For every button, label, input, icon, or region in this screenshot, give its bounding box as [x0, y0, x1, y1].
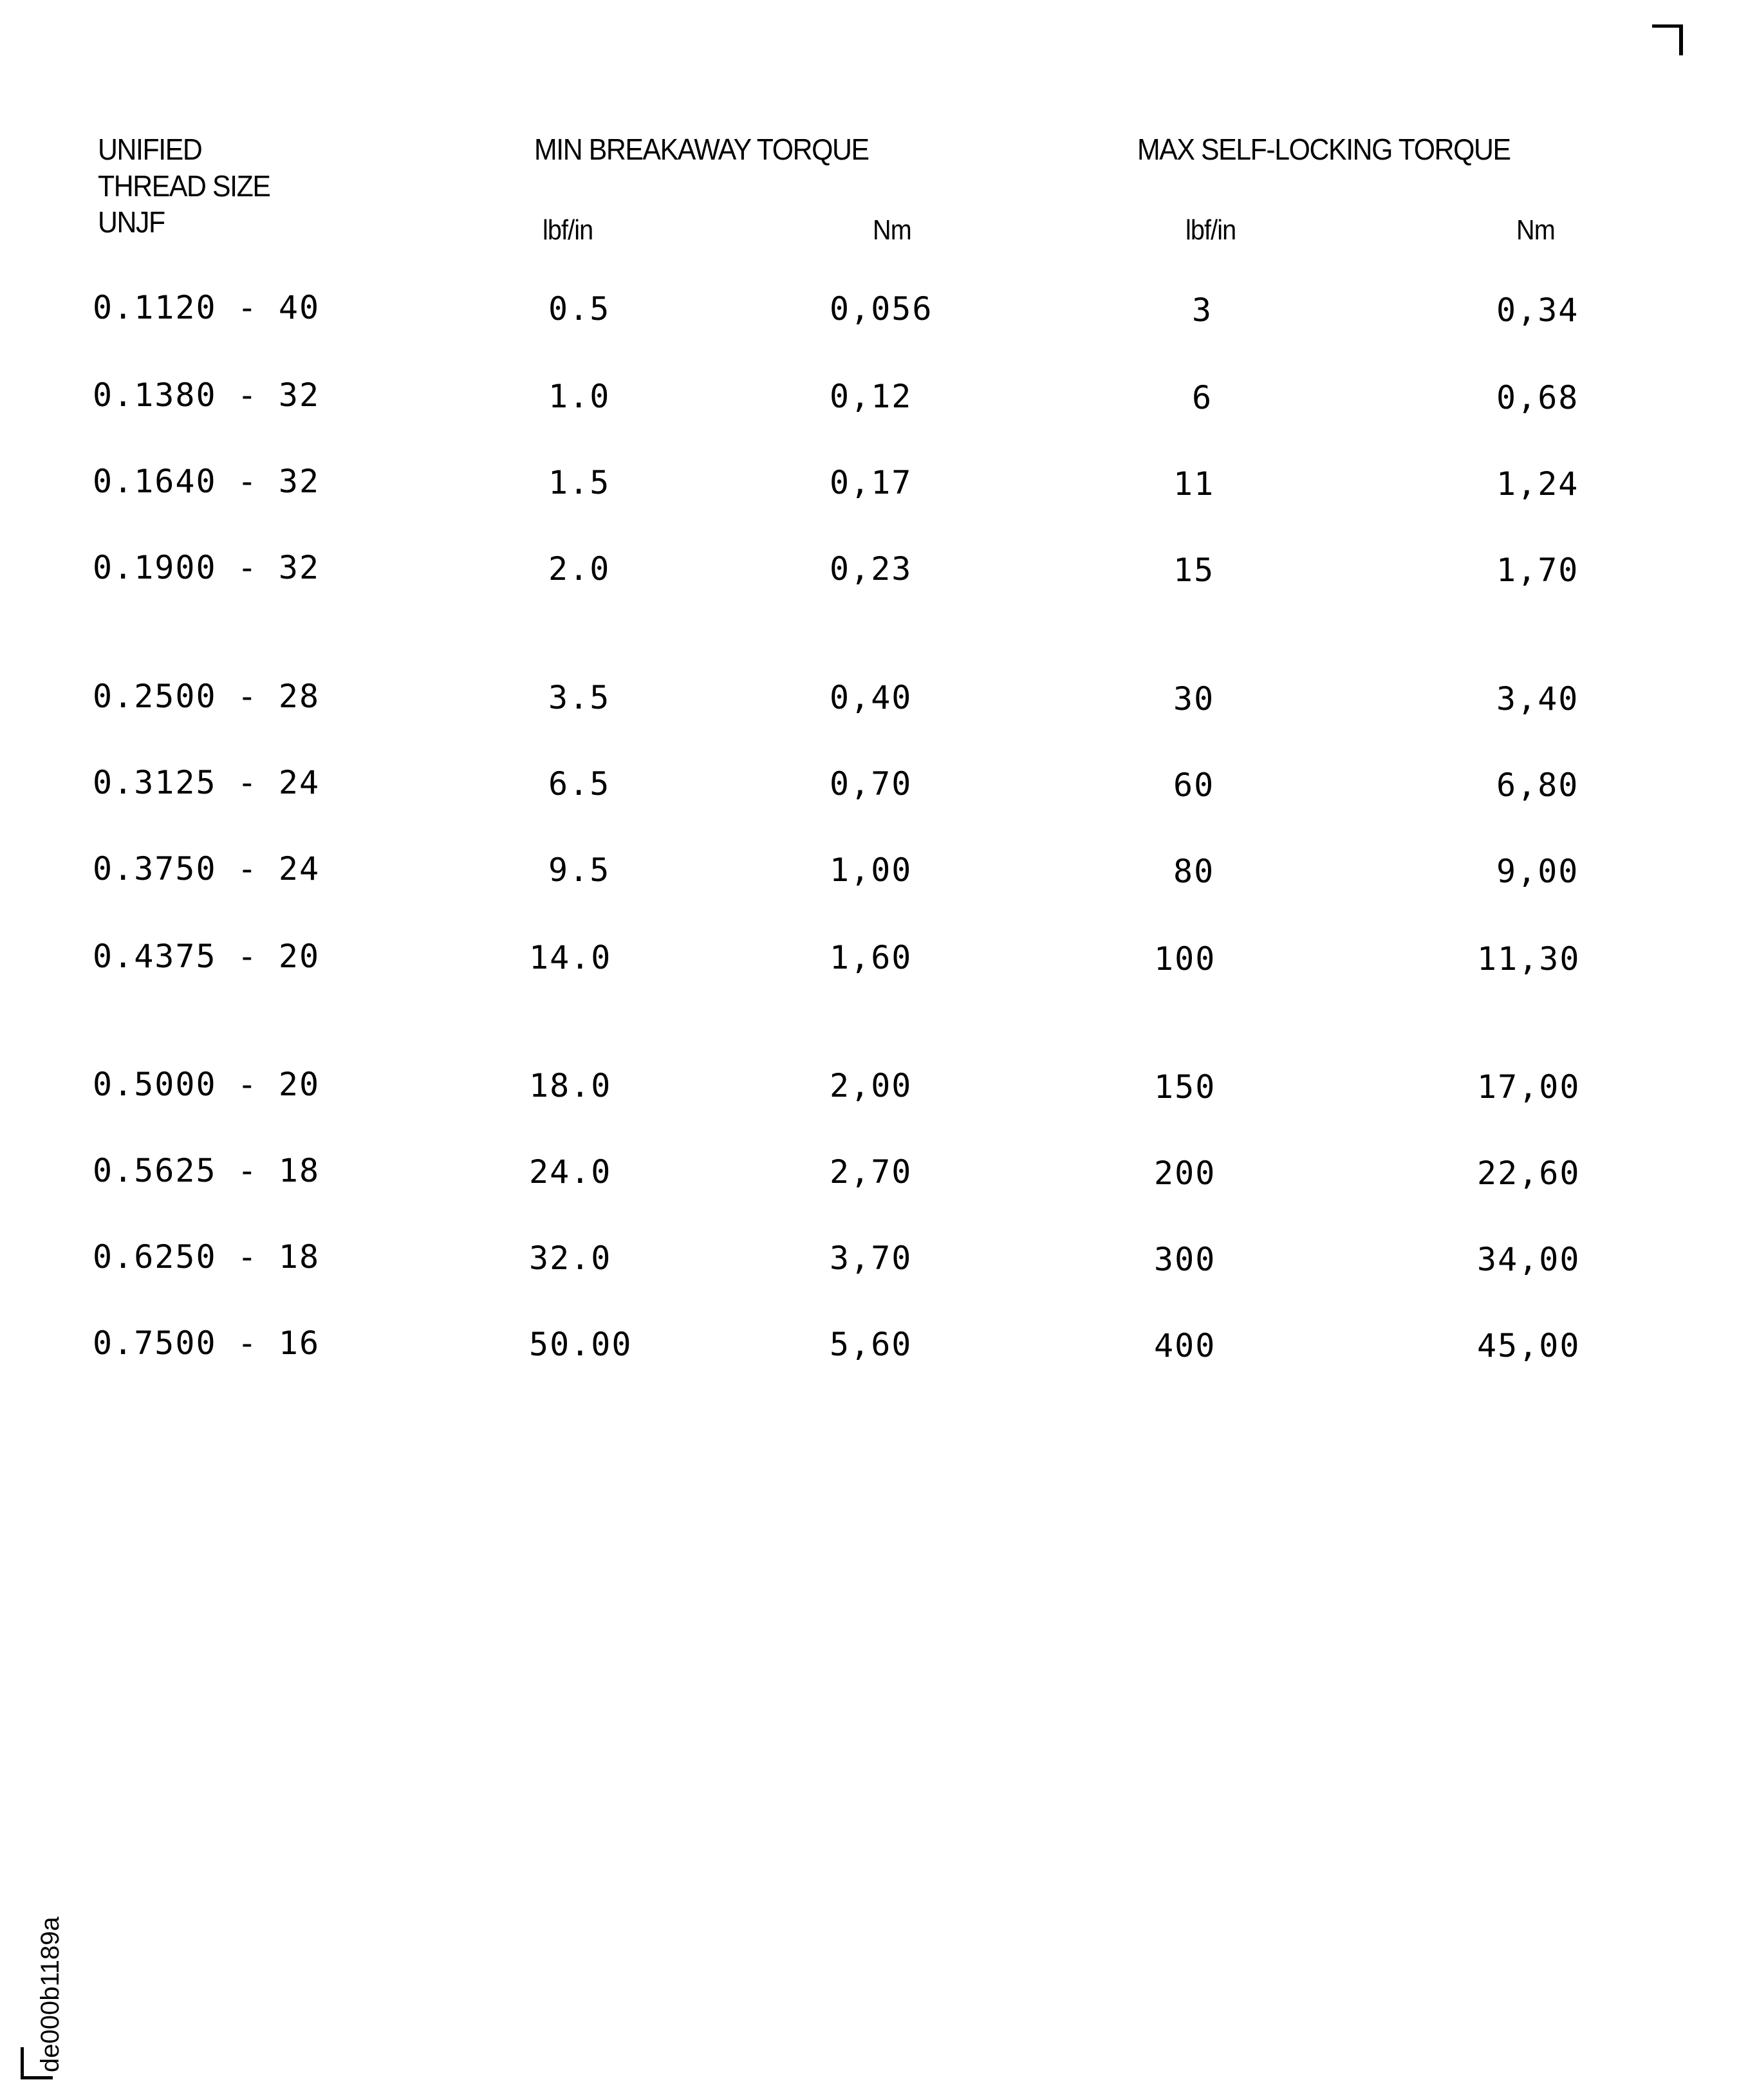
max-nm: 9,00: [1496, 853, 1579, 890]
min-nm: 3,70: [830, 1240, 913, 1277]
max-lbf: 150: [1154, 1068, 1216, 1106]
max-nm: 0,34: [1496, 292, 1579, 329]
min-nm: 1,60: [830, 939, 913, 976]
min-lbf: 3.5: [548, 679, 611, 716]
min-nm: 0,12: [830, 378, 913, 415]
unit-max-nm: Nm: [1516, 214, 1555, 246]
thread-size: 0.4375 - 20: [93, 938, 321, 975]
min-lbf: 2.0: [548, 550, 611, 588]
min-lbf: 6.5: [548, 765, 611, 803]
unit-min-lbf-in: lbf/in: [543, 214, 593, 246]
max-nm: 0,68: [1496, 379, 1579, 416]
min-lbf: 24.0: [529, 1153, 612, 1191]
thread-size: 0.5000 - 20: [93, 1066, 321, 1103]
min-nm: 1,00: [830, 851, 913, 889]
min-nm: 2,70: [830, 1153, 913, 1191]
thread-size: 0.2500 - 28: [93, 678, 321, 715]
min-nm: 0,70: [830, 765, 913, 803]
max-nm: 34,00: [1477, 1241, 1581, 1278]
max-lbf: 400: [1154, 1327, 1216, 1364]
max-nm: 6,80: [1496, 767, 1579, 804]
min-nm: 0,23: [830, 550, 913, 588]
header-thread-size-line3: UNJF: [98, 205, 165, 239]
min-nm: 5,60: [830, 1326, 913, 1363]
max-nm: 22,60: [1477, 1155, 1581, 1192]
thread-size: 0.5625 - 18: [93, 1152, 321, 1189]
max-nm: 1,24: [1496, 465, 1579, 503]
thread-size: 0.7500 - 16: [93, 1324, 321, 1362]
max-lbf: 300: [1154, 1241, 1216, 1278]
max-nm: 1,70: [1496, 552, 1579, 589]
thread-size: 0.3125 - 24: [93, 764, 321, 801]
thread-size: 0.1120 - 40: [93, 289, 321, 326]
max-lbf: 100: [1154, 940, 1216, 978]
max-lbf: 30: [1173, 680, 1215, 718]
thread-size: 0.1380 - 32: [93, 376, 321, 414]
max-lbf: 11: [1173, 465, 1215, 503]
min-lbf: 14.0: [529, 939, 612, 976]
min-lbf: 1.0: [548, 378, 611, 415]
min-lbf: 1.5: [548, 464, 611, 501]
min-lbf: 32.0: [529, 1240, 612, 1277]
max-lbf: 80: [1173, 853, 1215, 890]
max-nm: 11,30: [1477, 940, 1581, 978]
min-nm: 0,17: [830, 464, 913, 501]
min-lbf: 18.0: [529, 1067, 612, 1104]
header-min-breakaway-torque: MIN BREAKAWAY TORQUE: [534, 133, 869, 166]
min-nm: 0,056: [830, 290, 933, 328]
max-lbf: 15: [1173, 552, 1215, 589]
document-id: de000b1189a: [36, 1917, 64, 2072]
max-lbf: 3: [1192, 292, 1213, 329]
thread-size: 0.1900 - 32: [93, 549, 321, 586]
max-lbf: 60: [1173, 767, 1215, 804]
header-thread-size-line2: THREAD SIZE: [98, 169, 270, 203]
thread-size: 0.3750 - 24: [93, 850, 321, 887]
max-lbf: 200: [1154, 1155, 1216, 1192]
header-max-self-locking-torque: MAX SELF-LOCKING TORQUE: [1137, 133, 1511, 166]
max-lbf: 6: [1192, 379, 1213, 416]
max-nm: 45,00: [1477, 1327, 1581, 1364]
min-lbf: 50.00: [529, 1326, 633, 1363]
min-lbf: 0.5: [548, 290, 611, 328]
min-nm: 2,00: [830, 1067, 913, 1104]
thread-size: 0.1640 - 32: [93, 463, 321, 500]
min-lbf: 9.5: [548, 851, 611, 889]
thread-size: 0.6250 - 18: [93, 1238, 321, 1276]
max-nm: 3,40: [1496, 680, 1579, 718]
unit-min-nm: Nm: [873, 214, 911, 246]
header-thread-size-line1: UNIFIED: [98, 133, 202, 166]
max-nm: 17,00: [1477, 1068, 1581, 1106]
min-nm: 0,40: [830, 679, 913, 716]
corner-crop-mark-top-right: [1652, 24, 1683, 55]
unit-max-lbf-in: lbf/in: [1185, 214, 1236, 246]
